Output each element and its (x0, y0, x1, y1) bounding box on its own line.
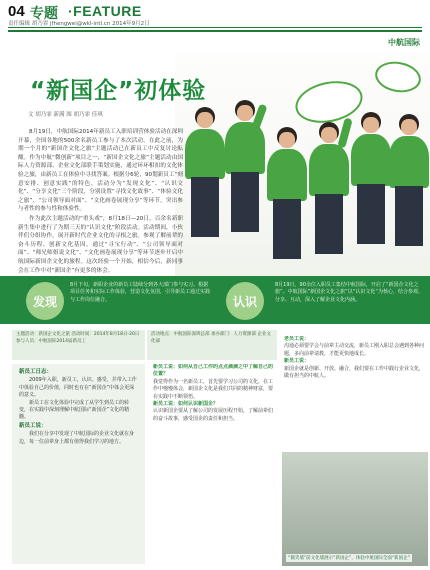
diary-subheading: 新员工说： (19, 422, 47, 429)
question: 老员工说： (284, 336, 310, 342)
discover-badge (26, 282, 64, 320)
qa-column-middle (150, 364, 280, 564)
info-box-right: 活动地点：中航国际深圳总部 承办部门：人力资源部 企业文化部 (147, 330, 277, 360)
answer: 新国企就是创新、开放、融合，我们要在工作中践行企业文化，做有担当的中航人。 (284, 365, 424, 380)
photo-sign (292, 75, 367, 128)
discover-text: 8月下旬，新职企业的新员工陆续分到各大部门参与实习。根据项目任务和实际工作体验，营造文化氛围，引导新员工通过实践与工作岗位融合。 (70, 282, 211, 303)
page-number: 04 (8, 3, 25, 20)
photo-caption: “微笑墙”前文化墙展示“新国企”，体验中航国际全面“新国企” (288, 556, 410, 561)
group-photo (175, 52, 430, 292)
photo-sign-2 (373, 58, 424, 96)
feature-label: ·FEATURE (68, 3, 142, 19)
publication-logo: 中航国际 (388, 38, 420, 47)
qa-column-right (284, 336, 424, 446)
header-rule (8, 27, 422, 28)
question: 新员工说： (284, 358, 310, 365)
answer: 认识新国企要从了解公司的发展历程开始，了解前辈们的奋斗故事，感受国企的责任和担当。 (153, 408, 274, 422)
info-box-left: 主题活动：新国企文化之旅 活动时间：2014年8月18日-20日 参与人员：中航国际2014届新员工 (12, 330, 145, 360)
recognize-badge (226, 282, 264, 320)
discover-label: 发现 (32, 294, 57, 309)
answer: 我觉得作为一名新员工，首先要学习公司的文化，在工作中慢慢体会，新国企文化是我们共同的精神财富，要在实践中不断领悟。 (153, 378, 274, 400)
question: 新员工说：如何认识新国企？ (153, 401, 219, 408)
section-label: 专题 (30, 6, 58, 22)
page-header (0, 0, 430, 47)
diary-paragraph: 2009年入职，新员工，认识、感受，并带入工作中体验自己的价值，同时也有在“新国企”中体会更深的意义。 (19, 377, 137, 399)
recognize-label: 认识 (232, 294, 257, 309)
diary-heading: 新员工日志： (19, 369, 53, 375)
diary-column (12, 364, 145, 564)
article-title: “新国企”初体验 (30, 78, 207, 104)
diary-quote: 我们在分享中发现了中航国际的企业文化就在身边，每一位前辈身上都有值得我们学习的地方。 (19, 431, 135, 445)
green-band (0, 276, 430, 324)
question: 新员工说：如何从自己工作的点点滴滴之中了解自己的位置？ (153, 364, 274, 378)
answer: 沟通必须要学会与前辈主动交流，新员工刚入职总会遇到各种问题，多向前辈请教，才能更快地成长。 (284, 343, 424, 357)
diary-paragraph: 新员工在文化体验中完成了从学生到员工的转变，在实践中深刻理解中航国际“新国企”文化的精髓。 (19, 399, 130, 421)
intro-paragraph: 作为此次主题活动的“重头戏”，8月18日—20日，百余名新职新生集中进行了为期三天的“认识文化”阶段活动。活动期间，小伙伴们分组协作，展开新时代企业文化的寻根之旅。参观了解前辈的奋斗历程、创新文化基因。通过“寻宝行动”、“公司领导面对面”、“师兄师姐说文化”、“文化画卷展现分享”等环节逐步开启中航国际新国企文化的旅程。这次经验一个开始，相信今后，新同事会在工作中对“新国企”有更多的体会。 (18, 215, 183, 274)
article-intro (18, 128, 183, 276)
article-byline: 文 胡乃霏 新满 图 胡乃霏 佳琪 (28, 112, 103, 118)
header-rule-thick (8, 30, 422, 32)
editor-credit: 责任编辑 胡乃霏 jfhengwei@wkl-intl.cn 2014年9月2日 (8, 21, 150, 27)
intro-paragraph: 8月19日，中航国际2014年新员工入职培训营体验活动在深圳开幕，全国各地的500余名新员工参与了本次活动。在此之前，为期一个月的“新国企文化之旅”主题活动已在新员工中反复讨论酝酿。作为中航“微创新”项目之一，“新国企文化之旅”主题活动由国际人力资源部、企业文化部联手策划实施，通过环环相扣的文化体验之旅，由新员工在体验中寻找答案。根据分6轮，90划新员工“刻意安排、创意实践”的特色，活动分为“发现文化”、“认识文化”、“分享文化”三个阶段，分别设置“寻找文化故事”、“体验文化之旅”、“公司领导面对面”、“文化画卷展现分享”等环节，突出参与者性的参与性和体验性。 (18, 129, 183, 213)
recognize-text: 8月19日，90余位入职员工集结中航国际，开启了“新国企文化之旅”。中航国际“新国企文化之旅”以“认识文化”为核心，结合参观、分享、互动，深入了解企业文化内涵。 (275, 282, 423, 303)
exhibit-photo (282, 452, 428, 566)
